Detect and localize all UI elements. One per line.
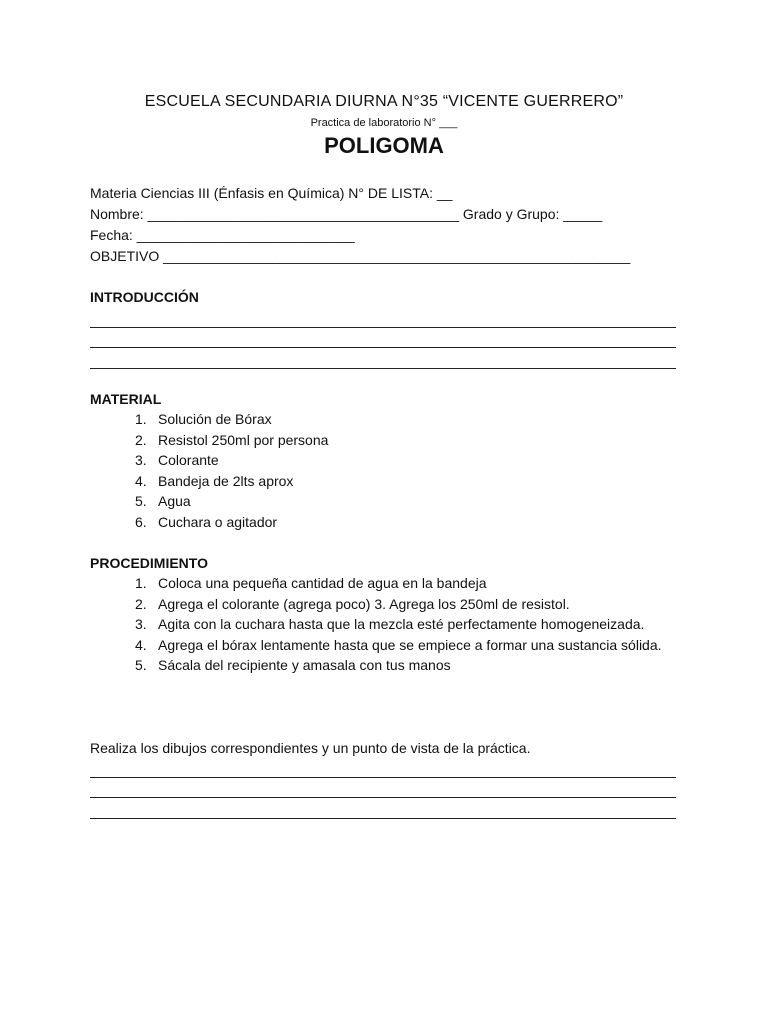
materia-field[interactable]: Materia Ciencias III (Énfasis en Química) N° DE LISTA: __: [90, 185, 453, 201]
drawing-instruction: Realiza los dibujos correspondientes y un punto de vista de la práctica.: [90, 740, 531, 756]
material-heading: MATERIAL: [90, 391, 162, 407]
school-name: ESCUELA SECUNDARIA DIURNA N°35 “VICENTE GUERRERO”: [144, 93, 624, 110]
list-item-text: Solución de Bórax: [158, 411, 272, 427]
list-number: 4.: [135, 636, 147, 653]
list-item-text: Resistol 250ml por persona: [158, 431, 329, 448]
list-item-text: Bandeja de 2lts aprox: [158, 472, 294, 489]
list-item-text: Agita con la cuchara hasta que la mezcla esté perfectamente homogeneizada.: [158, 616, 645, 632]
list-number: 5.: [135, 493, 147, 509]
fecha-field[interactable]: Fecha: ____________________________: [90, 227, 355, 243]
list-number: 5.: [135, 657, 147, 673]
conclusion-answer-line[interactable]: [90, 777, 676, 778]
list-number: 1.: [135, 575, 147, 591]
objetivo-field[interactable]: OBJETIVO ____________________________________________________________: [90, 248, 631, 264]
list-item: [90, 655, 678, 676]
list-item: [90, 409, 678, 430]
list-item: [90, 471, 678, 492]
list-item: [90, 573, 678, 594]
list-number: 2.: [135, 431, 147, 448]
introduccion-answer-line[interactable]: [90, 327, 676, 328]
introduccion-answer-line[interactable]: [90, 368, 676, 369]
list-item-text: Agrega el bórax lentamente hasta que se empiece a formar una sustancia sólida.: [158, 636, 662, 653]
list-item: [90, 491, 678, 512]
material-list: [90, 409, 678, 532]
list-number: 1.: [135, 411, 147, 427]
conclusion-answer-line[interactable]: [90, 797, 676, 798]
procedimiento-list: [90, 573, 678, 676]
introduccion-answer-line[interactable]: [90, 347, 676, 348]
list-number: 6.: [135, 513, 147, 530]
list-number: 3.: [135, 452, 147, 468]
conclusion-answer-line[interactable]: [90, 818, 676, 819]
list-number: 4.: [135, 472, 147, 489]
nombre-field[interactable]: Nombre: ________________________________________ Grado y Grupo: _____: [90, 206, 603, 222]
introduccion-heading: INTRODUCCIÓN: [90, 289, 199, 305]
list-item: [90, 450, 678, 471]
list-item-text: Agua: [158, 493, 191, 509]
list-item: [90, 635, 678, 656]
procedimiento-heading: PROCEDIMIENTO: [90, 555, 208, 571]
list-item: [90, 512, 678, 533]
list-item-text: Sácala del recipiente y amasala con tus manos: [158, 657, 451, 673]
list-item: [90, 430, 678, 451]
list-number: 3.: [135, 616, 147, 632]
list-item-text: Cuchara o agitador: [158, 513, 278, 530]
list-item: [90, 614, 678, 635]
page-title: POLIGOMA: [324, 133, 444, 158]
practice-number: Practica de laboratorio N° ___: [310, 117, 458, 129]
list-item: [90, 594, 678, 615]
list-number: 2.: [135, 595, 147, 612]
list-item-text: Colorante: [158, 452, 219, 468]
list-item-text: Agrega el colorante (agrega poco) 3. Agrega los 250ml de resistol.: [158, 595, 570, 612]
list-item-text: Coloca una pequeña cantidad de agua en la bandeja: [158, 575, 487, 591]
